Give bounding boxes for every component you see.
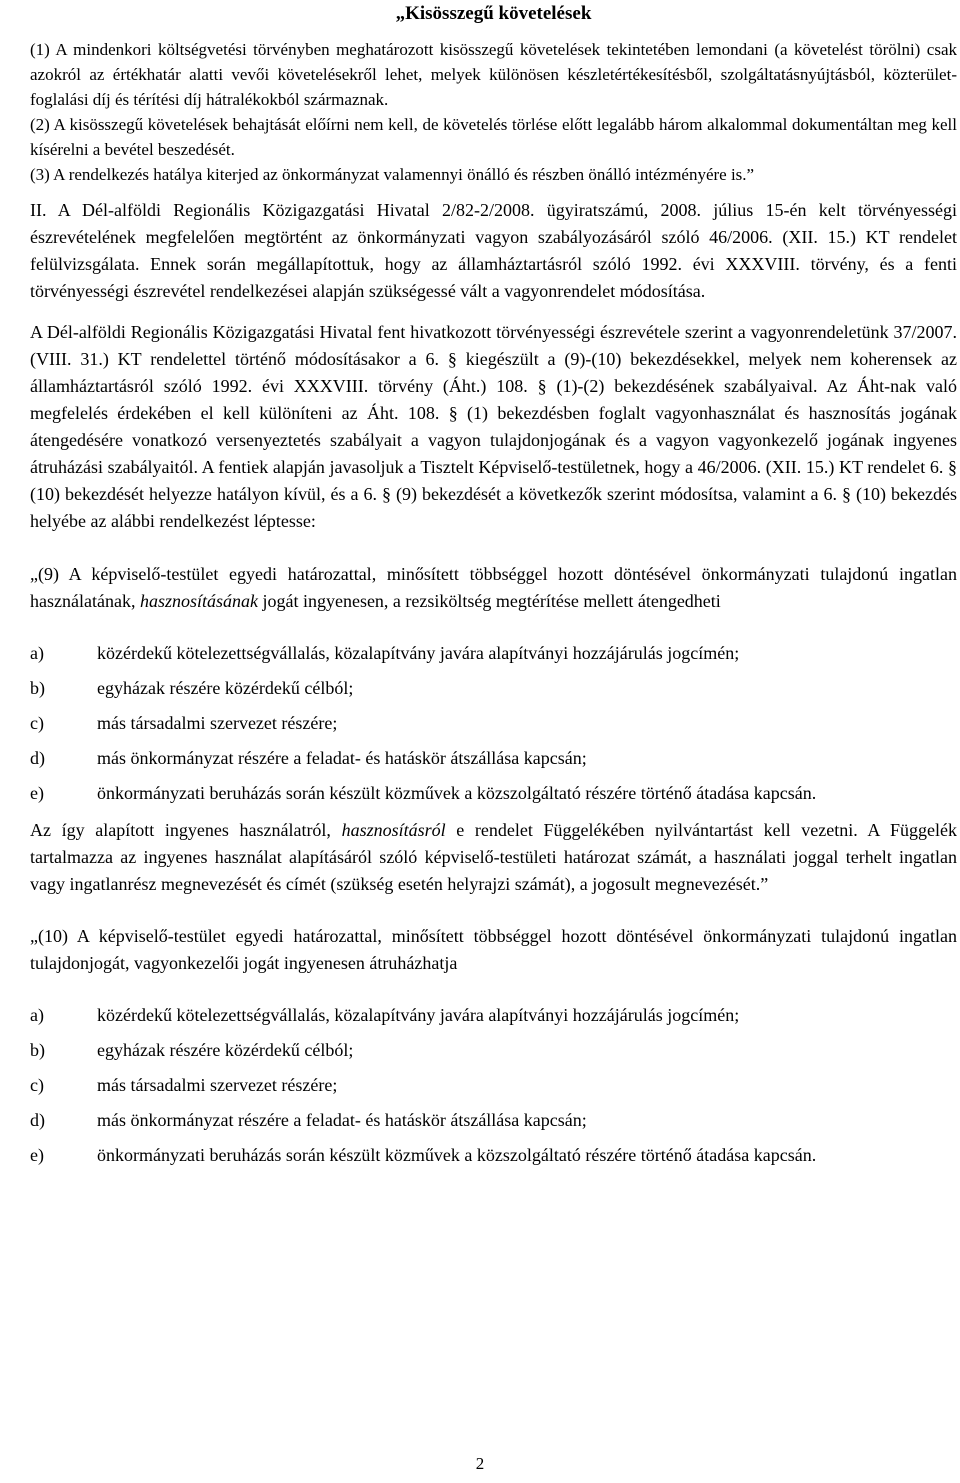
- list-item-text: más önkormányzat részére a feladat- és hatáskör átszállása kapcsán;: [97, 748, 587, 768]
- paragraph-9-intro-after: jogát ingyenesen, a rezsiköltség megtérítése mellett átengedheti: [262, 591, 721, 611]
- list-item: [30, 1037, 957, 1064]
- paragraph-9-intro: [30, 561, 957, 615]
- paragraph-9-intro-before: „(9) A képviselő-testület egyedi határozattal, minősített többséggel hozott döntésével önkormányzati tulajdonú ingatlan használatának,: [30, 564, 957, 611]
- paragraph-9-closing-italic: hasznosításról: [341, 820, 446, 840]
- paragraph-10-list: [30, 1002, 957, 1169]
- paragraph-9-intro-italic: hasznosításának: [139, 591, 258, 611]
- section-2-paragraph-1: II. A Dél-alföldi Regionális Közigazgatási Hivatal 2/82-2/2008. ügyiratszámú, 2008. július 15-én kelt törvényességi észrevételének megfelelően megtörtént az önkormányzati vagyon szabályozásáról szóló 46/2006. (XII. 15.) KT rendelet felülvizsgálata. Ennek során megállapítottuk, hogy az államháztartásról szóló 1992. évi XXXVIII. törvény, és a fenti törvényességi észrevétel rendelkezései alapján szükségessé vált a vagyonrendelet módosítása.: [30, 200, 957, 301]
- list-item: [30, 745, 957, 772]
- list-item: [30, 780, 957, 807]
- list-item-text: más társadalmi szervezet részére;: [97, 713, 338, 733]
- list-item-text: egyházak részére közérdekű célból;: [97, 678, 354, 698]
- section-2: [30, 197, 957, 535]
- paragraph-3: (3) A rendelkezés hatálya kiterjed az önkormányzat valamennyi önálló és részben önálló intézményére is.”: [30, 165, 755, 184]
- list-item-label: c): [30, 1075, 44, 1095]
- document-page: [30, 0, 957, 1169]
- list-item-label: c): [30, 713, 44, 733]
- list-item-label: e): [30, 1145, 44, 1165]
- paragraph-9-list: [30, 640, 957, 807]
- list-item: [30, 1072, 957, 1099]
- list-item-label: b): [30, 678, 45, 698]
- list-item-label: b): [30, 1040, 45, 1060]
- list-item: [30, 1142, 957, 1169]
- paragraph-10-block: [30, 923, 957, 1169]
- list-item: [30, 640, 957, 667]
- list-item-label: d): [30, 748, 45, 768]
- page-number: 2: [475, 1454, 485, 1473]
- list-item: [30, 710, 957, 737]
- list-item: [30, 1107, 957, 1134]
- list-item-label: a): [30, 1005, 44, 1025]
- section-2-paragraph-2: A Dél-alföldi Regionális Közigazgatási Hivatal fent hivatkozott törvényességi észrevétele szerint a vagyonrendeletünk 37/2007. (VIII. 31.) KT rendelettel történő módosításakor a 6. § kiegészült a (9)-(10) bekezdésekkel, melyek nem koherensek az államháztartásról szóló 1992. évi XXXVIII. törvény (Áht.) 108. § (1)-(2) bekezdésének szabályaival. Az Áht-nak való megfelelés érdekében el kell különíteni az Áht. 108. § (1) bekezdésben foglalt vagyonhasználat és hasznosítás jogának átengedésére vonatkozó versenyeztetés szabályait a vagyon tulajdonjogának és a vagyon vagyonkezelő jogának ingyenes átruházási szabályaitól. A fentiek alapján javasoljuk a Tisztelt Képviselő-testületnek, hogy a 46/2006. (XII. 15.) KT rendelet 6. § (10) bekezdését helyezze hatályon kívül, és a 6. § (9) bekezdését a következők szerint módosítsa, valamint a 6. § (10) bekezdés helyébe az alábbi rendelkezést léptesse:: [30, 322, 957, 531]
- paragraph-9-block: [30, 561, 957, 898]
- list-item-text: közérdekű kötelezettségvállalás, közalapítvány javára alapítványi hozzájárulás jogcímén;: [97, 1005, 740, 1025]
- paragraph-10-intro: „(10) A képviselő-testület egyedi határozattal, minősített többséggel hozott döntésével önkormányzati tulajdonú ingatlan tulajdonjogát, vagyonkezelői jogát ingyenesen átruházhatja: [30, 926, 957, 973]
- document-title: „Kisösszegű követelések: [395, 3, 592, 24]
- list-item: [30, 675, 957, 702]
- list-item-text: önkormányzati beruházás során készült közművek a közszolgáltató részére történő átadása kapcsán.: [97, 1145, 817, 1165]
- list-item-label: d): [30, 1110, 45, 1130]
- list-item-text: önkormányzati beruházás során készült közművek a közszolgáltató részére történő átadása kapcsán.: [97, 783, 817, 803]
- paragraph-9-closing-before: Az így alapított ingyenes használatról,: [30, 820, 331, 840]
- section-1: [30, 37, 957, 187]
- paragraph-9-closing-after: e rendelet Függelékében nyilvántartást kell vezetni. A Függelék tartalmazza az ingyenes használat alapításáról szóló képviselő-testületi határozat számát, a használati joggal terhelt ingatlan vagy ingatlanrész megnevezését és címét (szükség esetén helyrajzi számát), a jogosult megnevezését.”: [30, 820, 958, 894]
- list-item-label: a): [30, 643, 44, 663]
- list-item-text: egyházak részére közérdekű célból;: [97, 1040, 354, 1060]
- paragraph-9-closing: [30, 817, 957, 898]
- list-item-text: közérdekű kötelezettségvállalás, közalapítvány javára alapítványi hozzájárulás jogcímén;: [97, 643, 740, 663]
- list-item: [30, 1002, 957, 1029]
- list-item-text: más társadalmi szervezet részére;: [97, 1075, 338, 1095]
- paragraph-2: (2) A kisösszegű követelések behajtását előírni nem kell, de követelés törlése előtt legalább három alkalommal dokumentáltan meg kell kísérelni a bevétel beszedését.: [30, 115, 957, 159]
- paragraph-1: (1) A mindenkori költségvetési törvényben meghatározott kisösszegű követelések tekintetében lemondani (a követelést törölni) csak azokról az értékhatár alatti vevői követelésekről lehet, melyek különösen készletértékesítésből, szolgáltatásnyújtásból, közterület-foglalási díj és térítési díj hátralékokból származnak.: [30, 40, 957, 109]
- list-item-label: e): [30, 783, 44, 803]
- list-item-text: más önkormányzat részére a feladat- és hatáskör átszállása kapcsán;: [97, 1110, 587, 1130]
